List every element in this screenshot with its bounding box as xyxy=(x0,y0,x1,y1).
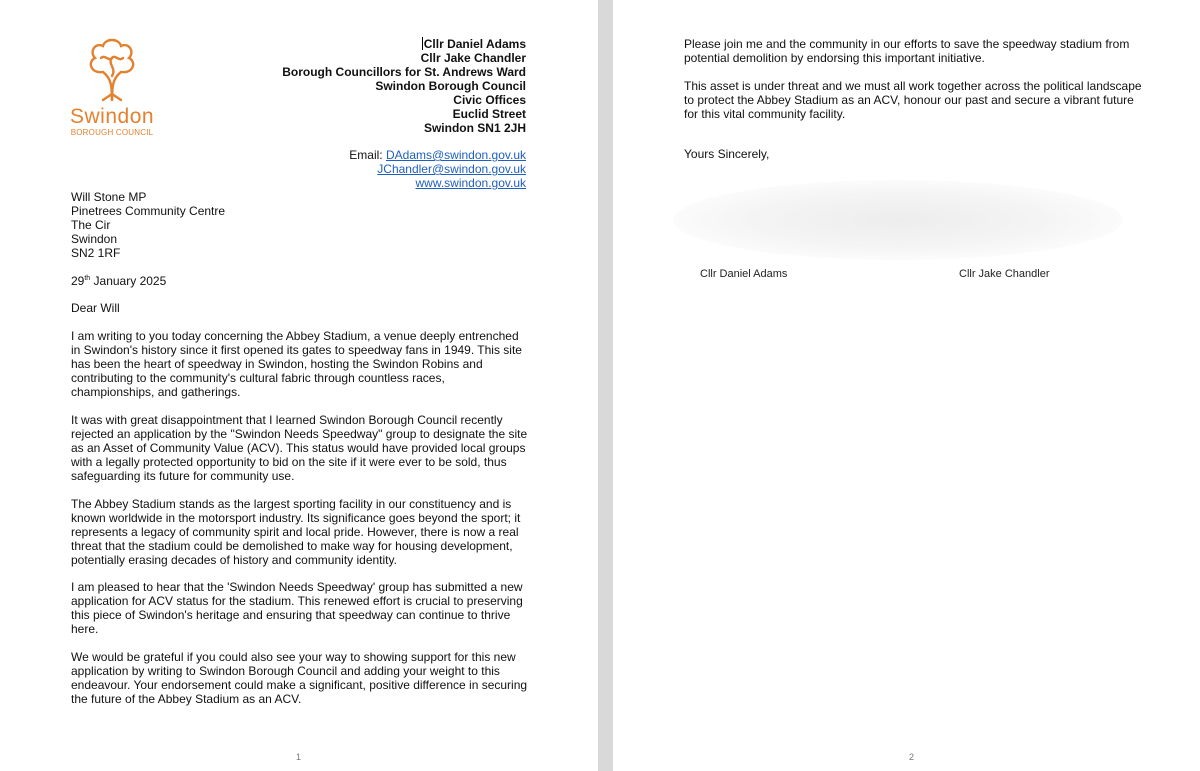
body-paragraph: Please join me and the community in our efforts to save the speedway stadium from potential demolition by endorsing this important initiative. xyxy=(684,37,1130,65)
page-2 xyxy=(613,0,1200,771)
page-gap xyxy=(598,0,613,771)
sender-line: Euclid Street xyxy=(452,107,526,121)
recipient-line: The Cir xyxy=(71,218,111,232)
website-link[interactable]: www.swindon.gov.uk xyxy=(415,176,526,190)
body-paragraph: It was with great disappointment that I learned Swindon Borough Council recently rejected an application by the "Swindon Needs Speedway" group to designate the site as an Asset of Community Value (ACV). This status would have provided local groups with a legally protected opportunity to bid on the site if it were ever to be sold, thus safeguarding its future for community use. xyxy=(71,413,528,483)
signatory-name: Cllr Daniel Adams xyxy=(700,268,788,280)
body-paragraph: I am writing to you today concerning the Abbey Stadium, a venue deeply entrenched in Swindon's history since it first opened its gates to speedway fans in 1949. This site has been the heart of speedway in Swindon, hosting the Swindon Robins and contributing to the community's cultural fabric through countless races, championships, and gatherings. xyxy=(71,329,522,399)
text-cursor xyxy=(422,37,423,50)
contact-details xyxy=(349,148,526,190)
sender-address xyxy=(282,37,526,135)
recipient-line: Pinetrees Community Centre xyxy=(71,204,226,218)
sender-line: Civic Offices xyxy=(453,93,526,107)
recipient-address xyxy=(71,190,225,260)
redacted-signatures xyxy=(673,180,1123,260)
page-1 xyxy=(0,0,598,771)
sender-line: Cllr Jake Chandler xyxy=(420,51,526,65)
sender-line: Swindon Borough Council xyxy=(375,79,526,93)
email-link-chandler[interactable]: JChandler@swindon.gov.uk xyxy=(377,162,526,176)
body-paragraph: We would be grateful if you could also see your way to showing support for this new application by writing to Swindon Borough Council and adding your weight to this endeavour. Your endorsement could make a significant, positive difference in securing the future of the Abbey Stadium as an ACV. xyxy=(71,650,528,706)
signatory-name: Cllr Jake Chandler xyxy=(959,268,1050,280)
email-link-adams[interactable]: DAdams@swindon.gov.uk xyxy=(385,148,526,162)
sender-line: Swindon SN1 2JH xyxy=(423,121,526,135)
page-number: 2 xyxy=(909,752,915,762)
sender-line: Cllr Daniel Adams xyxy=(423,37,526,51)
recipient-line: Swindon xyxy=(71,232,118,246)
recipient-line: SN2 1RF xyxy=(71,246,121,260)
email-label: Email: xyxy=(349,148,386,162)
page-number: 1 xyxy=(296,752,302,762)
sender-line: Borough Councillors for St. Andrews Ward xyxy=(282,65,526,79)
body-paragraph: This asset is under threat and we must all work together across the political landscape to protect the Abbey Stadium as an ACV, honour our past and secure a vibrant future for this vital community facility. xyxy=(684,79,1142,121)
recipient-line: Will Stone MP xyxy=(71,190,147,204)
tree-logo-icon xyxy=(81,36,143,104)
salutation: Dear Will xyxy=(71,301,120,315)
closing: Yours Sincerely, xyxy=(684,147,770,161)
body-paragraph: I am pleased to hear that the 'Swindon Needs Speedway' group has submitted a new application for ACV status for the stadium. This renewed effort is crucial to preserving this piece of Swindon's heritage and ensuring that speedway can continue to thrive here. xyxy=(71,580,523,636)
logo-name: Swindon xyxy=(70,105,155,128)
council-logo xyxy=(70,36,154,138)
body-paragraph: The Abbey Stadium stands as the largest sporting facility in our constituency and is known worldwide in the motorsport industry. Its significance goes beyond the sport; it represents a legacy of community spirit and local pride. However, there is now a real threat that the stadium could be demolished to make way for housing development, potentially erasing decades of history and community identity. xyxy=(71,497,521,567)
logo-subtitle: BOROUGH COUNCIL xyxy=(70,128,154,137)
letter-date: 29th January 2025 xyxy=(71,274,167,288)
